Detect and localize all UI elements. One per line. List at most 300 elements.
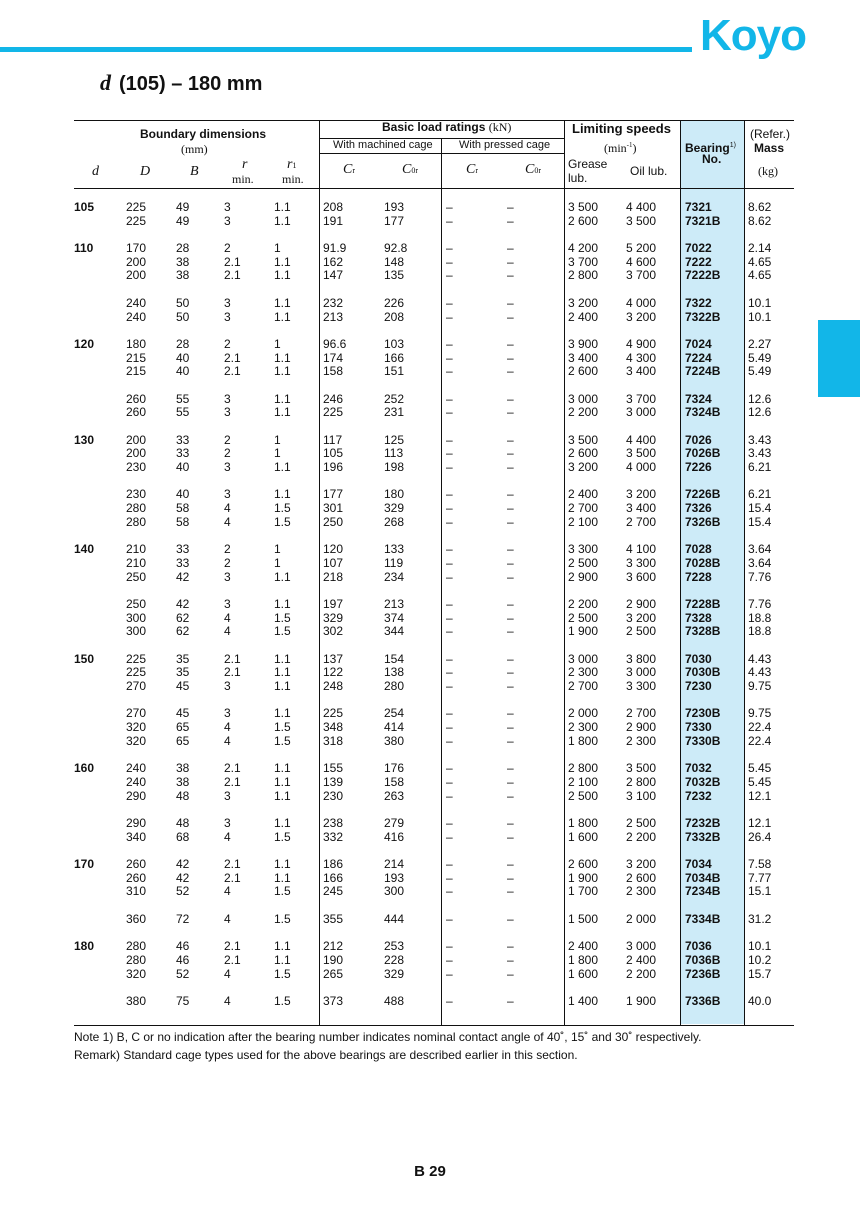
cell-r1: 1.5 bbox=[274, 911, 291, 926]
cell-r1: 1.5 bbox=[274, 733, 291, 748]
cell-bore-d: 120 bbox=[74, 336, 95, 351]
header-mass-unit: (kg) bbox=[758, 164, 778, 178]
cell-pressed-c0r: – bbox=[507, 665, 514, 680]
cell-B: 68 bbox=[176, 829, 190, 844]
cell-pressed-cr: – bbox=[446, 542, 453, 557]
cell-machined-cr: 162 bbox=[323, 254, 344, 269]
cell-bearing-no: 7230 bbox=[685, 679, 712, 694]
cell-pressed-c0r: – bbox=[507, 501, 514, 516]
cell-mass: 12.6 bbox=[748, 391, 772, 406]
cell-bore-d: 150 bbox=[74, 651, 95, 666]
cell-oil-speed: 3 000 bbox=[626, 405, 657, 420]
cell-pressed-c0r: – bbox=[507, 309, 514, 324]
cell-pressed-cr: – bbox=[446, 569, 453, 584]
cell-pressed-cr: – bbox=[446, 966, 453, 981]
cell-machined-cr: 302 bbox=[323, 624, 344, 639]
cell-machined-cr: 301 bbox=[323, 501, 344, 516]
table-row bbox=[0, 735, 860, 749]
cell-D: 280 bbox=[126, 501, 147, 516]
cell-B: 33 bbox=[176, 432, 190, 447]
header-bearing: Bearing$^{1)}$ bbox=[685, 141, 736, 155]
cell-B: 52 bbox=[176, 884, 190, 899]
cell-B: 38 bbox=[176, 774, 190, 789]
header-refer: (Refer.) bbox=[750, 127, 791, 141]
cell-D: 200 bbox=[126, 268, 147, 283]
cell-pressed-c0r: – bbox=[507, 213, 514, 228]
cell-pressed-cr: – bbox=[446, 733, 453, 748]
cell-mass: 12.1 bbox=[748, 815, 772, 830]
cell-r1: 1.5 bbox=[274, 720, 291, 735]
table-row bbox=[0, 461, 860, 475]
cell-grease-speed: 2 500 bbox=[568, 610, 599, 625]
cell-machined-c0r: 228 bbox=[384, 952, 405, 967]
cell-mass: 15.7 bbox=[748, 966, 772, 981]
header-basic-load: Basic load ratings (kN) bbox=[382, 120, 512, 134]
cell-D: 280 bbox=[126, 514, 147, 529]
cell-oil-speed: 3 200 bbox=[626, 857, 657, 871]
cell-machined-cr: 191 bbox=[323, 213, 344, 228]
cell-grease-speed: 3 200 bbox=[568, 295, 599, 310]
cell-r: 2.1 bbox=[224, 254, 241, 269]
cell-pressed-c0r: – bbox=[507, 364, 514, 379]
header-limiting-speeds: Limiting speeds bbox=[572, 121, 671, 136]
cell-machined-cr: 105 bbox=[323, 446, 344, 461]
cell-r: 2.1 bbox=[224, 939, 241, 954]
cell-grease-speed: 2 400 bbox=[568, 309, 599, 324]
cell-machined-c0r: 300 bbox=[384, 884, 405, 899]
cell-pressed-cr: – bbox=[446, 857, 453, 871]
cell-oil-speed: 3 700 bbox=[626, 268, 657, 283]
cell-mass: 2.27 bbox=[748, 336, 772, 351]
cell-pressed-cr: – bbox=[446, 706, 453, 721]
cell-machined-c0r: 135 bbox=[384, 268, 405, 283]
header-bearing-no: No. bbox=[702, 152, 722, 166]
cell-r: 3 bbox=[224, 815, 231, 830]
cell-pressed-cr: – bbox=[446, 350, 453, 365]
cell-pressed-cr: – bbox=[446, 624, 453, 639]
cell-machined-c0r: 231 bbox=[384, 405, 405, 420]
cell-r: 4 bbox=[224, 501, 231, 516]
cell-D: 260 bbox=[126, 391, 147, 406]
cell-machined-c0r: 176 bbox=[384, 761, 405, 776]
cell-machined-cr: 117 bbox=[323, 432, 343, 447]
cell-r1: 1.5 bbox=[274, 966, 291, 981]
table-row bbox=[0, 968, 860, 982]
cell-B: 72 bbox=[176, 911, 190, 926]
cell-pressed-cr: – bbox=[446, 815, 453, 830]
table-header-rule bbox=[74, 188, 794, 189]
cell-mass: 15.1 bbox=[748, 884, 772, 899]
cell-oil-speed: 3 400 bbox=[626, 364, 657, 379]
cell-r: 3 bbox=[224, 569, 231, 584]
cell-oil-speed: 3 300 bbox=[626, 679, 657, 694]
table-row bbox=[0, 543, 860, 557]
cell-machined-cr: 137 bbox=[323, 651, 344, 666]
cell-grease-speed: 1 500 bbox=[568, 911, 599, 926]
cell-mass: 8.62 bbox=[748, 200, 772, 214]
table-row bbox=[0, 201, 860, 215]
cell-machined-c0r: 103 bbox=[384, 336, 405, 351]
cell-r1: 1.1 bbox=[274, 870, 291, 885]
cell-r1: 1 bbox=[274, 555, 281, 570]
cell-D: 240 bbox=[126, 309, 147, 324]
cell-bearing-no: 7232 bbox=[685, 788, 712, 803]
cell-machined-c0r: 198 bbox=[384, 460, 405, 475]
cell-grease-speed: 3 000 bbox=[568, 391, 599, 406]
cell-bearing-no: 7032 bbox=[685, 761, 712, 776]
cell-r1: 1.1 bbox=[274, 309, 291, 324]
cell-machined-cr: 238 bbox=[323, 815, 344, 830]
cell-r1: 1.1 bbox=[274, 761, 291, 776]
cell-D: 240 bbox=[126, 761, 147, 776]
cell-mass: 5.49 bbox=[748, 350, 772, 365]
table-row bbox=[0, 680, 860, 694]
cell-grease-speed: 2 700 bbox=[568, 679, 599, 694]
cell-r1: 1.1 bbox=[274, 364, 291, 379]
cell-oil-speed: 4 400 bbox=[626, 200, 657, 214]
cell-r: 2 bbox=[224, 241, 231, 256]
table-row bbox=[0, 940, 860, 954]
table-row bbox=[0, 817, 860, 831]
cell-B: 35 bbox=[176, 651, 190, 666]
cell-grease-speed: 1 400 bbox=[568, 993, 599, 1008]
table-row bbox=[0, 762, 860, 776]
table-row bbox=[0, 256, 860, 270]
header-pressed-c0r: C0r bbox=[525, 162, 542, 177]
cell-D: 225 bbox=[126, 200, 147, 214]
cell-B: 49 bbox=[176, 213, 190, 228]
cell-D: 200 bbox=[126, 254, 147, 269]
header-r-min: min. bbox=[232, 172, 254, 186]
cell-r1: 1 bbox=[274, 432, 281, 447]
cell-B: 42 bbox=[176, 596, 190, 611]
cell-oil-speed: 2 200 bbox=[626, 966, 657, 981]
cell-machined-cr: 120 bbox=[323, 542, 344, 557]
cell-r1: 1.1 bbox=[274, 939, 291, 954]
table-row bbox=[0, 707, 860, 721]
cell-r1: 1.1 bbox=[274, 857, 291, 871]
cell-D: 215 bbox=[126, 364, 147, 379]
cell-pressed-cr: – bbox=[446, 514, 453, 529]
cell-grease-speed: 3 500 bbox=[568, 432, 599, 447]
cell-machined-c0r: 280 bbox=[384, 679, 405, 694]
table-row bbox=[0, 269, 860, 283]
cell-grease-speed: 1 600 bbox=[568, 829, 599, 844]
cell-bearing-no: 7330B bbox=[685, 733, 721, 748]
table-row bbox=[0, 365, 860, 379]
cell-r: 3 bbox=[224, 405, 231, 420]
cell-mass: 26.4 bbox=[748, 829, 772, 844]
cell-grease-speed: 1 800 bbox=[568, 952, 599, 967]
cell-bearing-no: 7226 bbox=[685, 460, 712, 475]
cell-B: 46 bbox=[176, 952, 190, 967]
cell-pressed-c0r: – bbox=[507, 884, 514, 899]
cell-r1: 1.1 bbox=[274, 788, 291, 803]
cell-machined-cr: 166 bbox=[323, 870, 344, 885]
cell-oil-speed: 4 100 bbox=[626, 542, 657, 557]
cell-D: 300 bbox=[126, 624, 147, 639]
cell-bearing-no: 7334B bbox=[685, 911, 721, 926]
cell-B: 58 bbox=[176, 501, 190, 516]
header-grease-lub: lub. bbox=[568, 171, 588, 185]
table-row bbox=[0, 571, 860, 585]
cell-machined-cr: 373 bbox=[323, 993, 344, 1008]
header-pressed-cr: Cr bbox=[466, 162, 479, 177]
header-r1: r1 bbox=[287, 157, 297, 172]
cell-pressed-cr: – bbox=[446, 610, 453, 625]
cell-r: 2.1 bbox=[224, 761, 241, 776]
cell-pressed-cr: – bbox=[446, 501, 453, 516]
cell-mass: 7.76 bbox=[748, 596, 772, 611]
cell-pressed-cr: – bbox=[446, 555, 453, 570]
cell-bearing-no: 7332B bbox=[685, 829, 721, 844]
cell-machined-cr: 225 bbox=[323, 706, 344, 721]
table-row bbox=[0, 858, 860, 872]
cell-r: 2.1 bbox=[224, 364, 241, 379]
cell-bearing-no: 7034 bbox=[685, 857, 712, 871]
cell-pressed-cr: – bbox=[446, 405, 453, 420]
bearing-table-body bbox=[0, 201, 860, 1022]
cell-pressed-cr: – bbox=[446, 774, 453, 789]
table-row bbox=[0, 598, 860, 612]
cell-mass: 10.2 bbox=[748, 952, 772, 967]
cell-r: 3 bbox=[224, 487, 231, 502]
cell-pressed-cr: – bbox=[446, 309, 453, 324]
cell-oil-speed: 2 500 bbox=[626, 624, 657, 639]
cell-bearing-no: 7232B bbox=[685, 815, 721, 830]
cell-machined-c0r: 125 bbox=[384, 432, 405, 447]
cell-bearing-no: 7036 bbox=[685, 939, 712, 954]
cell-D: 280 bbox=[126, 939, 147, 954]
cell-pressed-c0r: – bbox=[507, 952, 514, 967]
cell-mass: 10.1 bbox=[748, 295, 772, 310]
cell-bearing-no: 7330 bbox=[685, 720, 712, 735]
cell-machined-c0r: 253 bbox=[384, 939, 405, 954]
cell-B: 65 bbox=[176, 733, 190, 748]
cell-pressed-c0r: – bbox=[507, 761, 514, 776]
header-grease: Grease bbox=[568, 157, 608, 171]
cell-machined-c0r: 234 bbox=[384, 569, 405, 584]
cell-bearing-no: 7030B bbox=[685, 665, 721, 680]
cell-r1: 1 bbox=[274, 336, 281, 351]
cell-bore-d: 170 bbox=[74, 857, 95, 871]
cell-oil-speed: 2 900 bbox=[626, 720, 657, 735]
cell-D: 225 bbox=[126, 651, 147, 666]
cell-pressed-c0r: – bbox=[507, 514, 514, 529]
cell-r1: 1.1 bbox=[274, 268, 291, 283]
cell-r: 4 bbox=[224, 911, 231, 926]
cell-oil-speed: 4 300 bbox=[626, 350, 657, 365]
cell-r1: 1.1 bbox=[274, 774, 291, 789]
header-d: d bbox=[92, 164, 99, 179]
cell-r1: 1.1 bbox=[274, 952, 291, 967]
cell-pressed-c0r: – bbox=[507, 911, 514, 926]
table-row bbox=[0, 406, 860, 420]
table-row bbox=[0, 954, 860, 968]
cell-grease-speed: 1 900 bbox=[568, 870, 599, 885]
cell-machined-cr: 245 bbox=[323, 884, 344, 899]
cell-r: 2.1 bbox=[224, 774, 241, 789]
table-row bbox=[0, 625, 860, 639]
cell-r: 4 bbox=[224, 829, 231, 844]
header-oil-lub: Oil lub. bbox=[630, 164, 668, 178]
table-row bbox=[0, 721, 860, 735]
cell-bearing-no: 7224 bbox=[685, 350, 712, 365]
cell-B: 33 bbox=[176, 542, 190, 557]
cell-r1: 1 bbox=[274, 446, 281, 461]
cell-machined-c0r: 329 bbox=[384, 966, 405, 981]
cell-grease-speed: 2 100 bbox=[568, 514, 599, 529]
cell-machined-c0r: 119 bbox=[384, 555, 404, 570]
cell-pressed-cr: – bbox=[446, 295, 453, 310]
header-B: B bbox=[190, 164, 199, 179]
cell-r: 3 bbox=[224, 596, 231, 611]
cell-r: 3 bbox=[224, 788, 231, 803]
cell-pressed-c0r: – bbox=[507, 939, 514, 954]
table-row bbox=[0, 488, 860, 502]
cell-pressed-c0r: – bbox=[507, 241, 514, 256]
cell-pressed-cr: – bbox=[446, 446, 453, 461]
cell-mass: 9.75 bbox=[748, 679, 772, 694]
header-pressed-cage: With pressed cage bbox=[459, 139, 551, 151]
cell-grease-speed: 4 200 bbox=[568, 241, 599, 256]
cell-bearing-no: 7324B bbox=[685, 405, 721, 420]
cell-pressed-c0r: – bbox=[507, 870, 514, 885]
cell-r: 4 bbox=[224, 884, 231, 899]
cell-pressed-cr: – bbox=[446, 200, 453, 214]
cell-machined-cr: 230 bbox=[323, 788, 344, 803]
cell-pressed-c0r: – bbox=[507, 596, 514, 611]
cell-D: 225 bbox=[126, 213, 147, 228]
cell-B: 28 bbox=[176, 336, 190, 351]
cell-machined-c0r: 263 bbox=[384, 788, 405, 803]
cell-grease-speed: 2 500 bbox=[568, 555, 599, 570]
cell-r1: 1.1 bbox=[274, 200, 291, 214]
cell-pressed-c0r: – bbox=[507, 555, 514, 570]
cell-mass: 3.64 bbox=[748, 542, 772, 557]
cell-r: 4 bbox=[224, 610, 231, 625]
cell-r: 2.1 bbox=[224, 870, 241, 885]
cell-machined-cr: 147 bbox=[323, 268, 344, 283]
cell-grease-speed: 3 300 bbox=[568, 542, 599, 557]
cell-oil-speed: 1 900 bbox=[626, 993, 657, 1008]
cell-oil-speed: 4 600 bbox=[626, 254, 657, 269]
cell-grease-speed: 3 900 bbox=[568, 336, 599, 351]
cell-r: 2.1 bbox=[224, 665, 241, 680]
cell-mass: 2.14 bbox=[748, 241, 772, 256]
cell-grease-speed: 3 500 bbox=[568, 200, 599, 214]
cell-r1: 1 bbox=[274, 241, 281, 256]
cell-D: 290 bbox=[126, 815, 147, 830]
cell-machined-cr: 232 bbox=[323, 295, 344, 310]
table-row bbox=[0, 215, 860, 229]
cell-r1: 1.5 bbox=[274, 829, 291, 844]
cell-B: 42 bbox=[176, 569, 190, 584]
cell-bearing-no: 7034B bbox=[685, 870, 721, 885]
cell-r: 3 bbox=[224, 200, 231, 214]
cell-machined-c0r: 254 bbox=[384, 706, 405, 721]
cell-oil-speed: 3 300 bbox=[626, 555, 657, 570]
cell-pressed-cr: – bbox=[446, 336, 453, 351]
cell-machined-cr: 318 bbox=[323, 733, 344, 748]
cell-pressed-cr: – bbox=[446, 432, 453, 447]
cell-B: 65 bbox=[176, 720, 190, 735]
cell-B: 38 bbox=[176, 268, 190, 283]
cell-D: 200 bbox=[126, 432, 147, 447]
cell-machined-cr: 96.6 bbox=[323, 336, 347, 351]
table-row bbox=[0, 352, 860, 366]
cell-D: 310 bbox=[126, 884, 147, 899]
cell-oil-speed: 3 500 bbox=[626, 213, 657, 228]
cell-oil-speed: 3 200 bbox=[626, 610, 657, 625]
cell-oil-speed: 3 800 bbox=[626, 651, 657, 666]
cell-r: 2.1 bbox=[224, 857, 241, 871]
header-limiting-unit: $(\min^{-1})$ bbox=[604, 141, 637, 155]
cell-B: 75 bbox=[176, 993, 190, 1008]
table-row bbox=[0, 653, 860, 667]
cell-pressed-c0r: – bbox=[507, 815, 514, 830]
cell-machined-cr: 213 bbox=[323, 309, 344, 324]
cell-pressed-c0r: – bbox=[507, 200, 514, 214]
cell-bearing-no: 7230B bbox=[685, 706, 721, 721]
cell-D: 210 bbox=[126, 555, 147, 570]
cell-machined-c0r: 279 bbox=[384, 815, 405, 830]
cell-bearing-no: 7321B bbox=[685, 213, 721, 228]
cell-B: 38 bbox=[176, 761, 190, 776]
cell-bearing-no: 7234B bbox=[685, 884, 721, 899]
cell-B: 50 bbox=[176, 295, 190, 310]
table-row bbox=[0, 434, 860, 448]
cell-B: 62 bbox=[176, 610, 190, 625]
cell-grease-speed: 2 100 bbox=[568, 774, 599, 789]
cell-machined-c0r: 252 bbox=[384, 391, 405, 406]
cell-oil-speed: 2 900 bbox=[626, 596, 657, 611]
cell-r: 3 bbox=[224, 391, 231, 406]
page-number: B 29 bbox=[414, 1163, 446, 1180]
cell-bearing-no: 7326 bbox=[685, 501, 712, 516]
cell-r: 3 bbox=[224, 295, 231, 310]
header-r: r bbox=[242, 157, 248, 172]
cell-D: 250 bbox=[126, 569, 147, 584]
cell-machined-c0r: 214 bbox=[384, 857, 405, 871]
cell-D: 300 bbox=[126, 610, 147, 625]
cell-D: 170 bbox=[126, 241, 147, 256]
table-row bbox=[0, 502, 860, 516]
cell-r1: 1.1 bbox=[274, 569, 291, 584]
cell-grease-speed: 2 700 bbox=[568, 501, 599, 516]
cell-r1: 1.5 bbox=[274, 884, 291, 899]
cell-bore-d: 110 bbox=[74, 241, 94, 256]
cell-oil-speed: 2 800 bbox=[626, 774, 657, 789]
cell-pressed-cr: – bbox=[446, 679, 453, 694]
cell-oil-speed: 3 000 bbox=[626, 665, 657, 680]
title-symbol: d bbox=[100, 70, 111, 95]
header-D: D bbox=[140, 164, 151, 179]
cell-grease-speed: 2 600 bbox=[568, 364, 599, 379]
cell-machined-cr: 155 bbox=[323, 761, 344, 776]
cell-machined-cr: 122 bbox=[323, 665, 344, 680]
cell-machined-c0r: 444 bbox=[384, 911, 405, 926]
cell-r1: 1.1 bbox=[274, 665, 291, 680]
cell-machined-cr: 174 bbox=[323, 350, 344, 365]
cell-grease-speed: 2 800 bbox=[568, 268, 599, 283]
cell-r: 2 bbox=[224, 336, 231, 351]
cell-r1: 1.1 bbox=[274, 350, 291, 365]
cell-r: 2.1 bbox=[224, 350, 241, 365]
cell-oil-speed: 5 200 bbox=[626, 241, 657, 256]
cell-pressed-cr: – bbox=[446, 665, 453, 680]
table-bottom-rule bbox=[74, 1025, 794, 1026]
